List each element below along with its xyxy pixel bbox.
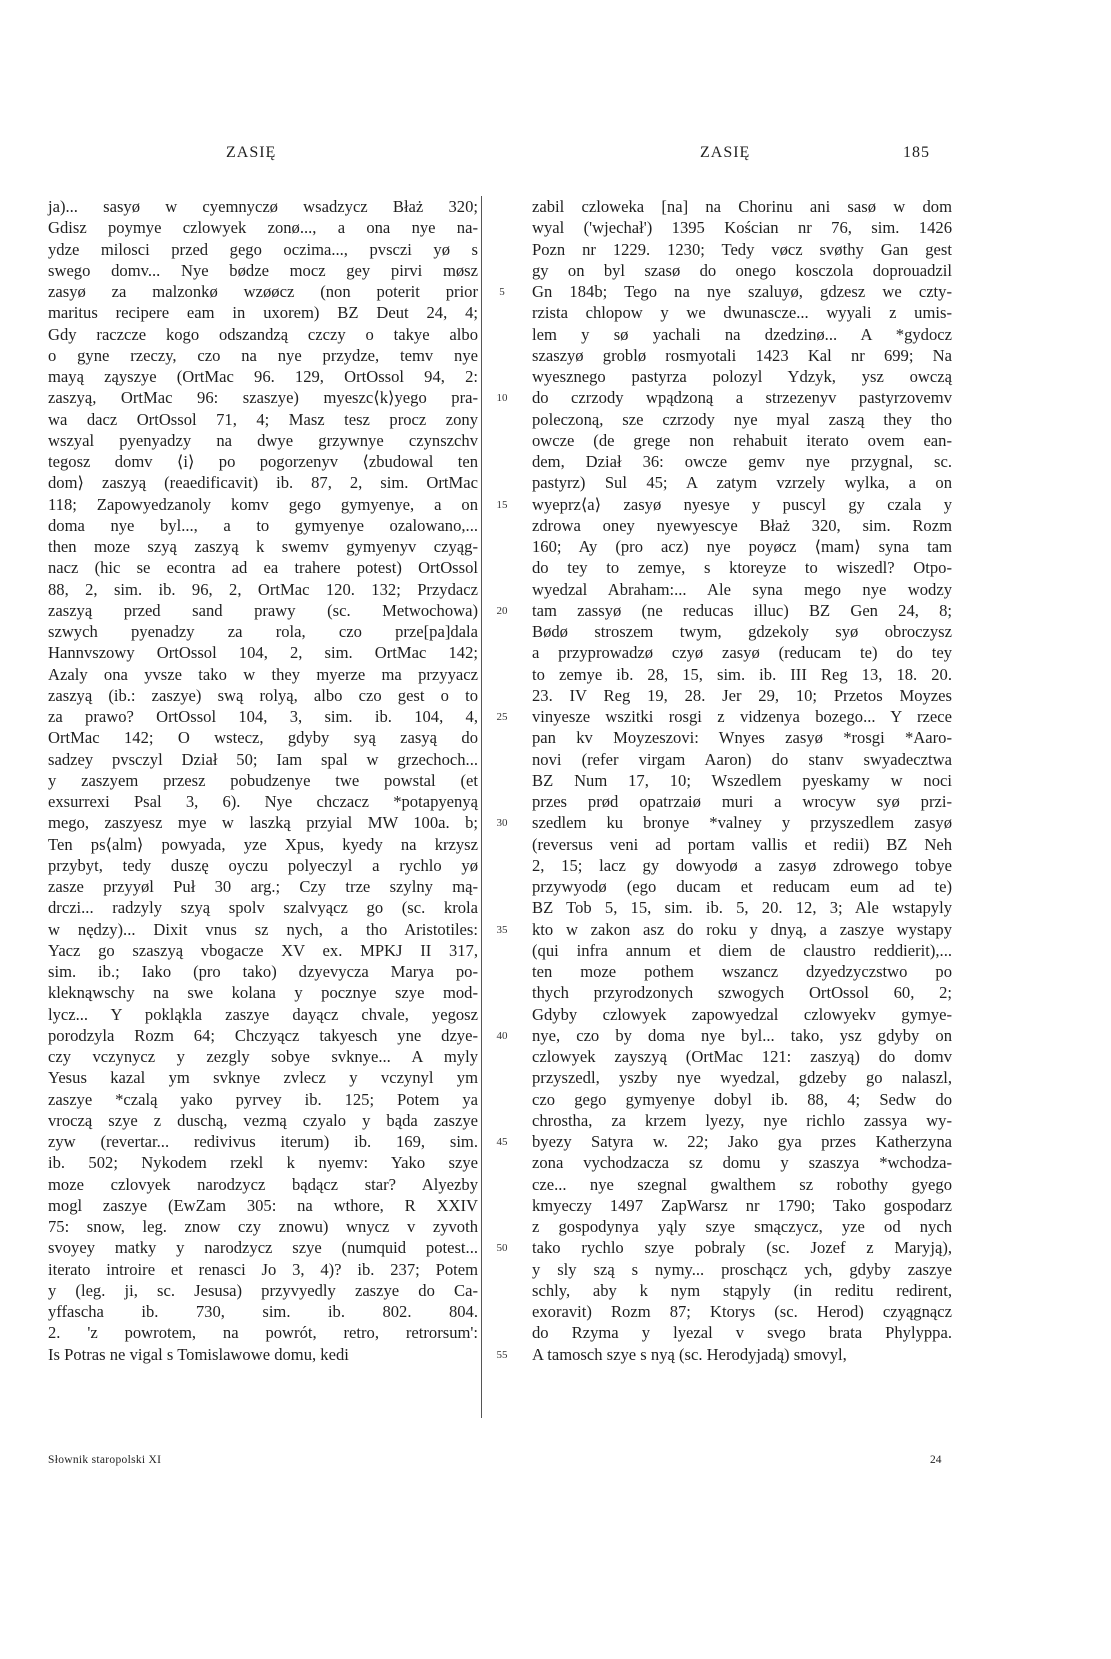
text-line: 160; Ay (pro acz) nye poyøcz ⟨mam⟩ syna tam [532, 537, 952, 556]
line-number: 45 [496, 1136, 508, 1148]
text-line: Is Potras ne vigal s Tomislawowe domu, kedi [48, 1344, 349, 1364]
text-line: wa dacz OrtOssol 71, 4; Masz tesz procz zony [48, 409, 478, 429]
text-line: Ten ps⟨alm⟩ powyada, yze Xpus, kyedy na krzysz [48, 834, 478, 854]
text-line: novi (refer virgam Aaron) do stanv swyadecztwa [532, 749, 952, 769]
text-line: przybyt, tedy duszę oyczu polyeczyl a rychlo yø [48, 855, 478, 875]
text-line: czlowyek zayszyą (OrtMac 121: zaszyą) do domv [532, 1047, 952, 1066]
text-line: poleczoną, sze czrzody nye myal zaszą they tho [532, 409, 952, 429]
text-line: 118; Zapowyedzanoly komv gego gymyenye, a on [48, 494, 478, 514]
text-line: 2. 'z powrotem, na powrót, retro, retrorsum': [48, 1323, 478, 1343]
text-line: vroczą szye z duschą, vezmą czyalo y bąda zaszye [48, 1110, 478, 1130]
text-line: mego, zaszyesz mye w laszką przyial MW 100a. b; [48, 813, 478, 833]
text-line: 88, 2, sim. ib. 96, 2, OrtMac 120. 132; Przydacz [48, 579, 478, 599]
text-line: rzista chlopow y we dwunascze... wyyali z umis- [532, 303, 952, 323]
line-number: 10 [496, 392, 508, 405]
text-line: drczi... radzyly szyą spolv szalvyącz go (sc. krola [48, 898, 478, 918]
text-line: wyeprz⟨a⟩ zasyø nyesye y puscyl gy czala y [532, 494, 952, 514]
text-line: lem y sø yachali na dzedzinø... A *gydocz [532, 324, 952, 344]
column-divider [481, 196, 482, 1418]
text-line: Gdy raczcze kogo odszandzą czczy o takye albo [48, 324, 478, 344]
text-line: przyszedl, yszby nye wyedzal, gdzeby go nalaszl, [532, 1068, 952, 1088]
text-line: pastyrz) Sul 45; A zatym vzrzely wylka, a on [532, 473, 952, 493]
text-line: wyesznego pastyrza polozyl Ydzyk, ysz owczą [532, 367, 952, 386]
text-line: ydze milosci przed gego oczima..., pvsczi yø s [48, 239, 478, 259]
text-line: zyw (revertar... redivivus iterum) ib. 169, sim. [48, 1132, 478, 1151]
line-number: 15 [496, 498, 508, 511]
text-line: kleknąwschy na swe kolana y pocznye szye mod- [48, 983, 478, 1003]
text-line: w nędzy)... Dixit vnus sz nych, a tho Aristotiles: [48, 919, 478, 939]
text-line: OrtMac 142; O wstecz, gdyby syą zasyą do [48, 728, 478, 748]
text-line: swego domv... Nye bødze mocz gey pirvi møsz [48, 260, 478, 280]
text-line: przywyodø (ego ducam et reducam eum ad te) [532, 877, 952, 896]
line-number: 25 [496, 711, 508, 723]
text-line: wyal ('wjechał') 1395 Kościan nr 76, sim. 1426 [532, 218, 952, 238]
text-line: tako rychlo szye pobraly (sc. Jozef z Maryją), [532, 1238, 952, 1258]
footer-title: Słownik staropolski XI [48, 1454, 162, 1466]
running-head-right: ZASIĘ [700, 144, 751, 161]
text-line: y sly szą s nymy... proschącz ych, gdyby zaszye [532, 1259, 952, 1279]
text-line: ten moze pothem wszancz dzyedzyczstwo po [532, 962, 952, 981]
text-line: 75: snow, leg. znow czy znowu) wnycz v zyvoth [48, 1217, 478, 1236]
page-number: 185 [903, 144, 930, 161]
text-line: iterato introire et renasci Jo 3, 4)? ib. 237; Potem [48, 1259, 478, 1279]
footer-signature: 24 [930, 1454, 942, 1466]
text-line: zaszyą przed sand prawy (sc. Metwochowa) [48, 600, 478, 620]
text-line: ja)... sasyø w cyemnyczø wsadzycz Błaż 320; [48, 197, 478, 216]
text-line: Gdisz poymye czlowyek zonø..., a ona nye na- [48, 218, 478, 238]
text-line: to zemye ib. 28, 15, sim. ib. III Reg 13, 18. 20. [532, 664, 952, 684]
text-line: szwych pyenadzy za rola, czo prze[pa]dala [48, 622, 478, 641]
text-line: zasyø za malzonkø wzøøcz (non poterit prior [48, 282, 478, 301]
text-line: A tamosch szye s nyą (sc. Herodyjadą) smovyl, [532, 1344, 847, 1364]
text-line: przes prød opatrzaiø muri a wrocyw syø przi- [532, 792, 952, 811]
text-line: zona vychodzacza sz domu y szaszya *wchodza- [532, 1153, 952, 1173]
text-line: wyedzal Abraham:... Ale syna mego nye wodzy [532, 579, 952, 599]
text-line: Yacz go szaszyą vbogacze XV ex. MPKJ II 317, [48, 940, 478, 960]
text-line: Hannvszowy OrtOssol 104, 2, sim. OrtMac 142; [48, 643, 478, 663]
text-line: ib. 502; Nykodem rzekl k nyemv: Yako szye [48, 1153, 478, 1173]
text-line: schly, aby k nym stąpyly (in reditu redirent, [532, 1280, 952, 1300]
text-line: wszyal pyenyadzy na dwye grzywnye czynszchv [48, 430, 478, 450]
text-line: Azaly ona yvsze tako w they myerze ma przyyacz [48, 664, 478, 684]
text-line: y (leg. ji, sc. Jesusa) przyvyedly zaszye do Ca- [48, 1280, 478, 1300]
text-line: 23. IV Reg 19, 28. Jer 29, 10; Przetos Moyzes [532, 685, 952, 705]
text-line: y zaszyem przesz pobudzenye twe powstal (et [48, 770, 478, 790]
text-line: do Rzyma y lyezal v svego brata Phylyppa. [532, 1323, 952, 1343]
text-line: czy vczynycz y zezgly sobye svknye... A myly [48, 1047, 478, 1066]
text-line: zabil czloweka [na] na Chorinu ani sasø w dom [532, 197, 952, 216]
text-line: sadzey pvsczyl Dział 50; Iam spal w grzechoch... [48, 749, 478, 769]
text-line: nye, czo by doma nye byl... tako, ysz gdyby on [532, 1025, 952, 1045]
text-line: maritus recipere eam in uxorem) BZ Deut 24, 4; [48, 303, 478, 323]
text-line: doma nye byl..., a to gymyenye ozalowano,... [48, 515, 478, 535]
text-line: svoyey matky y narodzycz szye (numquid potest... [48, 1238, 478, 1258]
text-line: nacz (hic se econtra ad ea trahere potest) OrtOssol [48, 558, 478, 578]
text-line: byezy Satyra w. 22; Jako gya przes Katherzyna [532, 1132, 952, 1151]
text-line: zaszyą (ib.: zaszye) swą rolyą, albo czo gest o to [48, 685, 478, 705]
text-line: gy on byl szasø do onego kosczola doprouadzil [532, 260, 952, 280]
text-line: cze... nye szegnal gwalthem sz robothy gyego [532, 1174, 952, 1194]
text-line: chrostha, za krzem lyezy, nye richlo zassya wy- [532, 1110, 952, 1130]
text-line: Pozn nr 1229. 1230; Tedy vøcz svøthy Gan gest [532, 239, 952, 259]
text-line: owcze (de grege non rehabuit iterato ovem ean- [532, 430, 952, 450]
text-line: z gospodynya yąly szye smączycz, yze od nych [532, 1217, 952, 1236]
text-line: mogl zaszye (EwZam 305: na wthore, R XXIV [48, 1195, 478, 1215]
text-line: Gdyby czlowyek zapowyedzal czlowyekv gymye- [532, 1004, 952, 1024]
line-number: 50 [496, 1242, 508, 1255]
text-line: yffascha ib. 730, sim. ib. 802. 804. [48, 1302, 478, 1321]
line-number: 35 [496, 923, 508, 936]
text-line: za prawo? OrtOssol 104, 3, sim. ib. 104, 4, [48, 707, 478, 726]
text-line: Yesus kazal ym svknye zvlecz y vczynyl ym [48, 1068, 478, 1088]
text-line: dem, Dział 36: owcze gemv nye przygnal, sc. [532, 452, 952, 471]
text-line: (reversus veni ad portam vallis et redii) BZ Neh [532, 834, 952, 854]
text-line: zaszyą, OrtMac 96: szaszye) myeszc⟨k⟩yego pra- [48, 388, 478, 408]
text-line: dom⟩ zaszyą (reaedificavit) ib. 87, 2, sim. OrtMac [48, 473, 478, 493]
text-line: pan kv Moyzeszovi: Wnyes zasyø *rosgi *Aaro- [532, 728, 952, 748]
text-line: tam zassyø (ne reducas illuc) BZ Gen 24, 8; [532, 600, 952, 620]
line-number: 30 [496, 817, 508, 830]
text-line: tegosz domv ⟨i⟩ po pogorzenyv ⟨zbudowal ten [48, 452, 478, 471]
right-column [532, 196, 952, 1365]
text-line: do tey to zemye, s ktoreyze to wiszedl? Otpo- [532, 558, 952, 578]
text-line: zdrowa oney nyewyescye Błaż 320, sim. Rozm [532, 515, 952, 535]
text-line: vinyesze wszitki rosgi z vidzenya bozego... Y rzece [532, 707, 952, 726]
line-number: 20 [496, 604, 508, 617]
text-line: Gn 184b; Tego na nye szaluyø, gdzesz we czty- [532, 282, 952, 301]
text-line: zasze przyyøl Puł 30 arg.; Czy trze szylny mą- [48, 877, 478, 896]
text-line: mayą ząyszye (OrtMac 96. 129, OrtOssol 94, 2: [48, 367, 478, 386]
text-line: exoravit) Rozm 87; Ktorys (sc. Herod) czyągnącz [532, 1302, 952, 1321]
text-line: then moze szyą zaszyą k swemv gymyenyv czyąg- [48, 537, 478, 556]
text-line: Bødø stroszem twym, gdzekoly syø obroczysz [532, 622, 952, 641]
text-line: szedlem ku bronye *valney y przyszedlem zasyø [532, 813, 952, 833]
text-line: szaszyø groblø rosmyotali 1423 Kal nr 699; Na [532, 345, 952, 365]
text-line: thych przyrodzonych szwogych OrtOssol 60, 2; [532, 983, 952, 1003]
text-line: kto w zakon asz do roku y dnyą, a zaszye wystapy [532, 919, 952, 939]
text-line: moze czlovyek narodzycz bądącz star? Alyezby [48, 1174, 478, 1194]
text-line: BZ Tob 5, 15, sim. ib. 5, 20. 12, 3; Ale wstapyly [532, 898, 952, 918]
left-column [48, 196, 478, 1365]
text-line: (qui infra annum et diem de claustro reddierit),... [532, 940, 952, 960]
text-line: o gyne rzeczy, czo na nye przydze, temv nye [48, 345, 478, 365]
text-line: exsurrexi Psal 3, 6). Nye chczacz *potapyenyą [48, 792, 478, 811]
text-line: BZ Num 17, 10; Wszedlem pyeskamy w noci [532, 770, 952, 790]
line-number: 5 [499, 286, 505, 298]
text-line: lycz... Y pokląkla zaszye dayącz chvale, yegosz [48, 1004, 478, 1024]
text-line: do czrzody wpądzoną a strzezenyv pastyrzovemv [532, 388, 952, 408]
text-line: porodzyla Rozm 64; Chczyącz takyesch yne dzye- [48, 1025, 478, 1045]
text-line: 2, 15; lacz gy dowyodø a zasyø zdrowego tobye [532, 855, 952, 875]
text-line: sim. ib.; Iako (pro tako) dzyevycza Marya po- [48, 962, 478, 981]
line-number: 40 [496, 1029, 508, 1042]
line-number: 55 [496, 1348, 508, 1361]
text-line: a przyprowadzø czyø zasyø (reducam te) do tey [532, 643, 952, 663]
text-line: kmyeczy 1497 ZapWarsz nr 1790; Tako gospodarz [532, 1195, 952, 1215]
running-head-left: ZASIĘ [226, 144, 277, 161]
text-line: czo gego gymyenye dobyl ib. 88, 4; Sedw do [532, 1089, 952, 1109]
text-line: zaszye *czalą yako pyrvey ib. 125; Potem ya [48, 1089, 478, 1109]
